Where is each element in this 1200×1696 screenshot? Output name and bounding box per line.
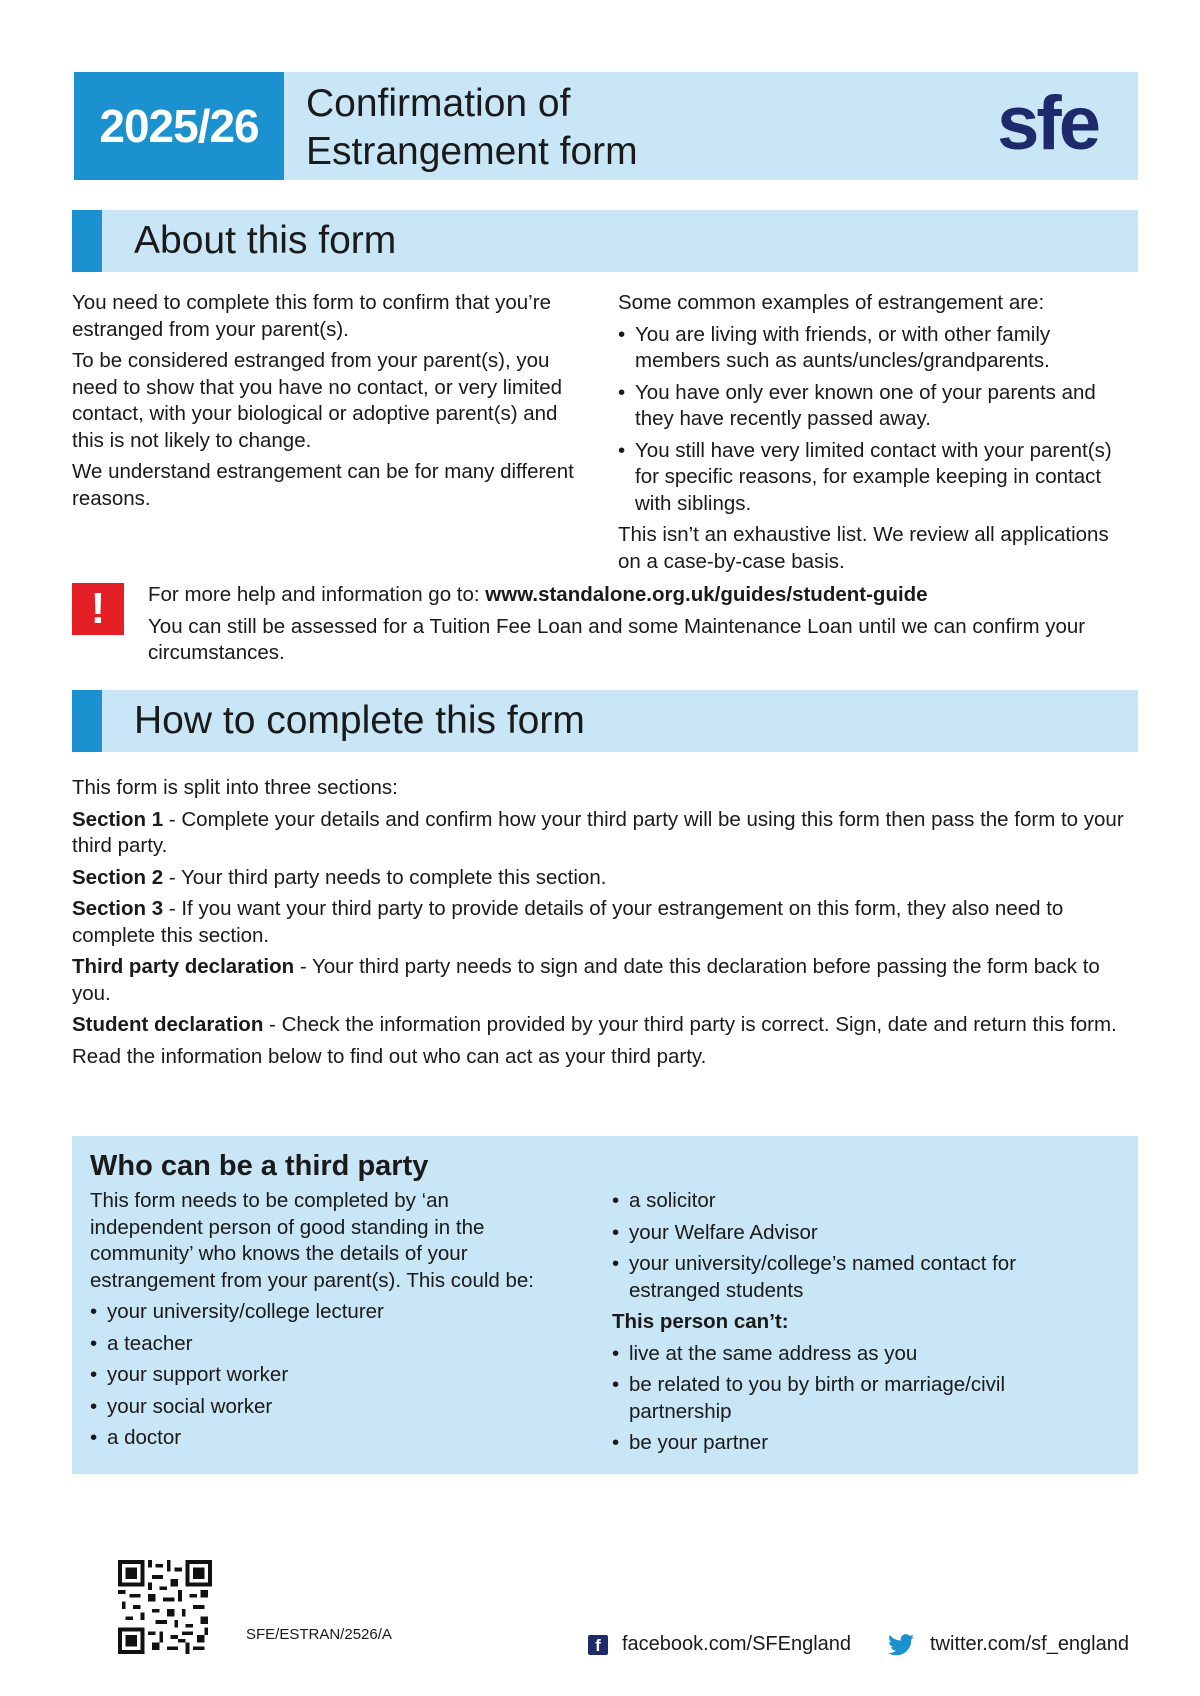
third-party-intro: This form needs to be completed by ‘an independent person of good standing in the community’ who knows the details of your estrangement from your parent(s). This could be: (90, 1189, 534, 1292)
howto-item (72, 896, 1138, 949)
sfe-logo: sfe (997, 81, 1098, 166)
facebook-link[interactable] (588, 1633, 851, 1656)
qr-code (118, 1560, 212, 1654)
about-heading: About this form (134, 219, 397, 262)
list-item: • your university/college’s named contact for estranged students (612, 1251, 1112, 1304)
list-item: • your support worker (90, 1362, 560, 1389)
list-item: • be related to you by birth or marriage/civil partnership (612, 1372, 1112, 1425)
list-item: • You are living with friends, or with other family members such as aunts/uncles/grandparents. (618, 322, 1118, 375)
form-title (306, 80, 638, 176)
examples-intro: Some common examples of estrangement are: (618, 291, 1045, 314)
examples-list (618, 322, 1118, 518)
list-item: • your university/college lecturer (90, 1299, 560, 1326)
howto-item-label: Section 3 (72, 897, 164, 920)
third-party-list (612, 1188, 1112, 1304)
howto-item-text: - Check the information provided by your third party is correct. Sign, date and return this form. (263, 1013, 1117, 1036)
twitter-link[interactable] (888, 1633, 1129, 1656)
list-item: • a doctor (90, 1425, 560, 1452)
list-item: • You have only ever known one of your parents and they have recently passed away. (618, 380, 1118, 433)
examples-outro: This isn’t an exhaustive list. We review all applications on a case-by-case basis. (618, 523, 1109, 573)
howto-item-label: Student declaration (72, 1013, 264, 1036)
howto-item (72, 807, 1138, 860)
cannot-heading: This person can’t: (612, 1310, 789, 1333)
header-banner (74, 72, 1138, 180)
howto-heading: How to complete this form (134, 699, 585, 742)
about-right-column (618, 290, 1118, 580)
list-item: • your social worker (90, 1394, 560, 1421)
list-item: • live at the same address as you (612, 1341, 1112, 1368)
third-party-heading: Who can be a third party (90, 1150, 429, 1182)
howto-body (72, 775, 1138, 1075)
howto-item-text: - Your third party needs to complete this section. (163, 865, 607, 889)
exclamation-icon: ! (72, 583, 124, 635)
about-section-header (72, 210, 1138, 272)
year-badge: 2025/26 (74, 72, 284, 180)
form-title-line-1: Confirmation of (306, 82, 571, 125)
section-accent-bar (72, 210, 102, 272)
howto-item-text: - Complete your details and confirm how your third party will be using this form then pass the form to your third party. (72, 807, 1124, 857)
section-accent-bar (72, 690, 102, 752)
howto-item (72, 1012, 1138, 1039)
howto-item-label: Third party declaration (72, 955, 295, 978)
third-party-left (90, 1188, 560, 1457)
about-paragraph: We understand estrangement can be for many different reasons. (72, 460, 574, 510)
about-paragraph: To be considered estranged from your parent(s), you need to show that you have no contact, or very limited contact, with your biological or adoptive parent(s) and this is not likely to change. (72, 349, 562, 452)
list-item: • a solicitor (612, 1188, 1112, 1215)
facebook-icon: f (588, 1635, 608, 1655)
about-paragraph: You need to complete this form to confirm that you’re estranged from your parent(s). (72, 291, 551, 341)
howto-outro: Read the information below to find out who can act as your third party. (72, 1044, 707, 1068)
list-item: • be your partner (612, 1430, 1112, 1457)
twitter-icon (888, 1634, 914, 1656)
form-title-line-2: Estrangement form (306, 130, 638, 173)
howto-item-text: - If you want your third party to provide details of your estrangement on this form, they also need to complete this section. (72, 897, 1064, 947)
facebook-label: facebook.com/SFEngland (622, 1633, 852, 1655)
third-party-box (72, 1136, 1138, 1474)
list-item: • your Welfare Advisor (612, 1220, 1112, 1247)
help-line (148, 582, 1108, 609)
third-party-list (90, 1299, 560, 1452)
list-item: • You still have very limited contact with your parent(s) for specific reasons, for example keeping in contact with siblings. (618, 438, 1118, 518)
about-left-column (72, 290, 592, 517)
list-item: • a teacher (90, 1331, 560, 1358)
howto-intro: This form is split into three sections: (72, 776, 398, 799)
howto-item-label: Section 1 (72, 807, 164, 831)
howto-item-label: Section 2 (72, 865, 164, 889)
help-prefix: For more help and information go to: (148, 583, 486, 606)
help-link[interactable]: www.standalone.org.uk/guides/student-guide (485, 583, 928, 606)
alert-message (148, 582, 1108, 672)
twitter-label: twitter.com/sf_england (930, 1633, 1129, 1655)
cannot-list (612, 1341, 1112, 1457)
third-party-right (612, 1188, 1112, 1462)
howto-item (72, 865, 1138, 892)
alert-note: You can still be assessed for a Tuition Fee Loan and some Maintenance Loan until we can confirm your circumstances. (148, 614, 1086, 664)
howto-item (72, 954, 1138, 1007)
form-reference: SFE/ESTRAN/2526/A (246, 1626, 392, 1643)
howto-section-header (72, 690, 1138, 752)
howto-item-text: - Your third party needs to sign and date this declaration before passing the form back to you. (72, 955, 1100, 1005)
